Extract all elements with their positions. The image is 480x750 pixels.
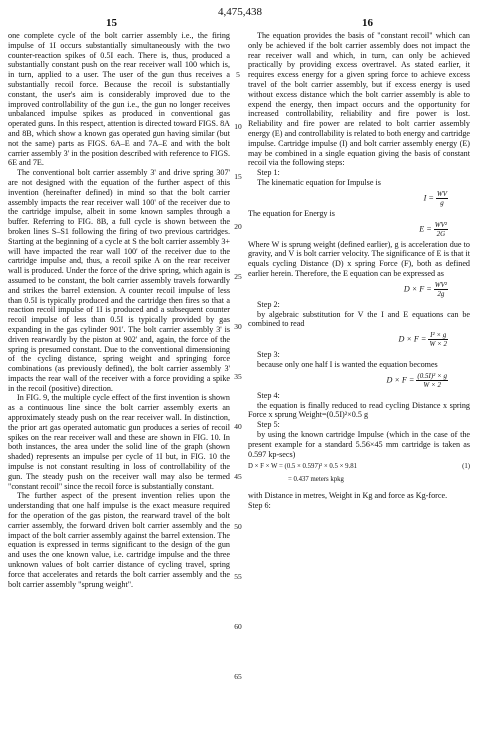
- fraction-numerator: WV²: [434, 220, 447, 229]
- equation-number: (1): [462, 463, 470, 471]
- line-number: 10: [234, 122, 242, 131]
- line-number: 35: [234, 372, 242, 381]
- line-number: 25: [234, 272, 242, 281]
- paragraph: The conventional bolt carrier assembly 3' and drive spring 307' are not designed with the equation of the further aspect of this invention (hereinafter defined) in mind so that the bolt carrier assembly impacts the rear receiver wall 100' of the receiver due to the cartridge impulse, albeit in some known samples through a buffer. Referring to FIG. 8B, a full cycle is shown between the broken lines S–S1 following the firing of two previous cartridges. Starting at the beginning of a cycle at S the bolt carrier assembly 3+ will have impacted the rear wall 100' of the receiver due to the cartridge impulse and, thus, a recoil spike A on the rear receiver wall is produced. Under the force of the drive spring, which again is assumed to be constant, the bolt carrier assembly travels forwardly and strikes the barrel extension. A counter recoil impulse of less than 0.5I is typically produced and the cartridge then fires so that a reaction recoil impulse of 1I is produced and a subsequent counter recoil impulse of less than 0.5I is typically provided by gas expanding in the gas cylinder 901'. The bolt carrier assembly 3' is driven rearwardly by the piston at 902' and, again, the force of the spring is presumed constant. Due to the conventional dimensioning of the cycling distance, spring weight and springing force combinations (as previously defined), the bolt carrier assembly 3' impacts the rear wall of the receiver with a force providing a spike in the recoil (positive) direction.: [8, 168, 230, 393]
- paragraph: by algebraic substitution for V the I and E equations can be combined to read: [248, 309, 470, 329]
- fraction-numerator: I² × g: [430, 331, 447, 340]
- equation-fraction: [416, 372, 448, 389]
- right-column: [248, 31, 470, 510]
- fraction-numerator: WV²: [434, 280, 447, 289]
- fraction-denominator: W × 2: [429, 340, 447, 349]
- step-label: Step 3:: [257, 350, 280, 360]
- equation-numeric: [248, 462, 470, 472]
- line-number: 15: [234, 172, 242, 181]
- fraction-denominator: 2g: [437, 289, 445, 298]
- equation-fraction: [436, 190, 448, 207]
- line-number: 65: [234, 672, 242, 681]
- paragraph: The kinematic equation for Impulse is: [257, 177, 381, 187]
- equation-lhs: I =: [423, 193, 434, 203]
- line-number: 50: [234, 522, 242, 531]
- page-number-right: 16: [362, 17, 373, 29]
- paragraph: Where W is sprung weight (defined earlier), g is acceleration due to gravity, and V is bolt carrier velocity. The significance of E is that it equals cycling Distance (D) x spring Force (F), both as defined earlier herein. Therefore, the E equation can be expressed as: [248, 239, 470, 278]
- equation-impulse: [248, 190, 448, 207]
- fraction-numerator: (0.5I)² × g: [417, 371, 447, 380]
- line-number: 55: [234, 572, 242, 581]
- fraction-denominator: W × 2: [423, 380, 441, 389]
- step-label: Step 1:: [257, 168, 280, 178]
- line-number: 60: [234, 622, 242, 631]
- paragraph: by using the known cartridge Impulse (which in the case of the present example for a standard 5.56×45 mm cartridge is taken as 0.597 kp-secs): [248, 429, 470, 459]
- step-label: Step 6:: [248, 500, 271, 510]
- paragraph: In FIG. 9, the multiple cycle effect of the first invention is shown as a continuous line since the bolt carrier assembly exerts an approximately steady push on the rear receiver wall. In distinction, the prior art gas operated automatic gun produces a series of recoil spikes on the rear receiver wall and these are shown in FIG. 10. In both instances, the area under the solid line of the graph (shown shaded) represents an impulse per cycle of 1I but, in FIG. 10 the impulse is not constant resulting in loss of controllability of the gun. The steady push on the receiver wall may also be termed "constant recoil" since the recoil force is substantially constant.: [8, 393, 230, 491]
- line-number: 45: [234, 472, 242, 481]
- line-number: 20: [234, 222, 242, 231]
- equation-fraction: [428, 331, 448, 348]
- fraction-numerator: WV: [436, 189, 447, 198]
- equation-lhs: D × F =: [398, 334, 427, 344]
- step-label: Step 5:: [257, 420, 280, 430]
- paragraph: because only one half I is wanted the equation becomes: [257, 359, 438, 369]
- fraction-denominator: 2G: [436, 229, 446, 238]
- equation-lhs: D × F =: [386, 375, 415, 385]
- line-number: 30: [234, 322, 242, 331]
- equation-distance-force: [248, 281, 448, 298]
- paragraph: with Distance in metres, Weight in Kg and force as Kg-force.: [248, 490, 448, 500]
- equation-lhs: D × F =: [403, 284, 432, 294]
- paragraph: The further aspect of the present invention relies upon the understanding that one half impulse is the exact measure required for the operation of the gas piston, the rearward travel of the bolt carrier assembly, the forward driven bolt carrier assembly and the impact of the bolt carrier assembly against the barrel extension. The equation is expressed in terms significant to the design of the gun and uses the one known value, i.e. cartridge impulse and the three unknown values of bolt carrier distance of cycling travel, spring force that accelerates and retards the bolt carrier assembly and the bolt carrier assembly "sprung weight".: [8, 491, 230, 589]
- paragraph: the equation is finally reduced to read cycling Distance x spring Force x sprung Weight=(0.5I)²×0.5 g: [248, 400, 470, 420]
- paragraph: The equation for Energy is: [248, 208, 335, 218]
- left-column: [8, 31, 230, 589]
- paragraph: The equation provides the basis of "constant recoil" which can only be achieved if the bolt carrier assembly does not impact the rear receiver wall and which, in turn, can only be achieved practically by providing excess overtravel. As stated earlier, it requires excess energy for a given spring force to achieve excess travel of the bolt carrier assembly, but if excess energy is used without excess distance which the bolt carrier assembly is able to expend the energy, then impact occurs and the opportunity for increased controllability, reliability and fire power is lost. Reliability and fire power are related to bolt carrier assembly energy (E) and controllability is related to both energy and cartridge impulse. Cartridge impulse (I) and bolt carrier assembly energy (E) may be combined in a single equation giving the basis of constant recoil via the following steps:: [248, 31, 470, 168]
- line-number: 5: [236, 70, 240, 79]
- equation-half-impulse: [248, 372, 448, 389]
- equation-result: = 0.437 meters kpkg: [288, 476, 344, 484]
- page-number-left: 15: [106, 17, 117, 29]
- step-label: Step 4:: [257, 390, 280, 400]
- paragraph: one complete cycle of the bolt carrier assembly i.e., the firing impulse of 1I occurs substantially simultaneously with the two counter-reaction spikes of 0.5I each. There is, thus, produced a substantially constant push on the rear receiver wall 100 which is, in turn, applied to a user. The user of the gun thus receives a substantially recoil force. Because the recoil is substantially constant, the user's aim is considerably improved due to the improved controllability of the gun i.e., the gun no longer receives unbalanced impulse spikes as produced in conventional gas operated guns. In this respect, attention is directed toward FIGS. 8A and 8B, which show a known gas operated gun having similar (but not the same) parts as FIGS. 6A–E and 7A–E and with the bolt carrier assembly 3' in the position described with reference to FIGS. 6E and 7E.: [8, 31, 230, 168]
- equation-energy: [248, 221, 448, 238]
- equation-expression: D × F × W = (0.5 × 0.597)² × 0.5 × 9.81: [248, 463, 357, 471]
- fraction-denominator: g: [440, 198, 444, 207]
- equation-fraction: [434, 221, 448, 238]
- line-number: 40: [234, 422, 242, 431]
- step-label: Step 2:: [257, 299, 280, 309]
- equation-lhs: E =: [419, 223, 432, 233]
- document-number: 4,475,438: [218, 6, 262, 18]
- equation-combined: [248, 331, 448, 348]
- equation-fraction: [434, 281, 448, 298]
